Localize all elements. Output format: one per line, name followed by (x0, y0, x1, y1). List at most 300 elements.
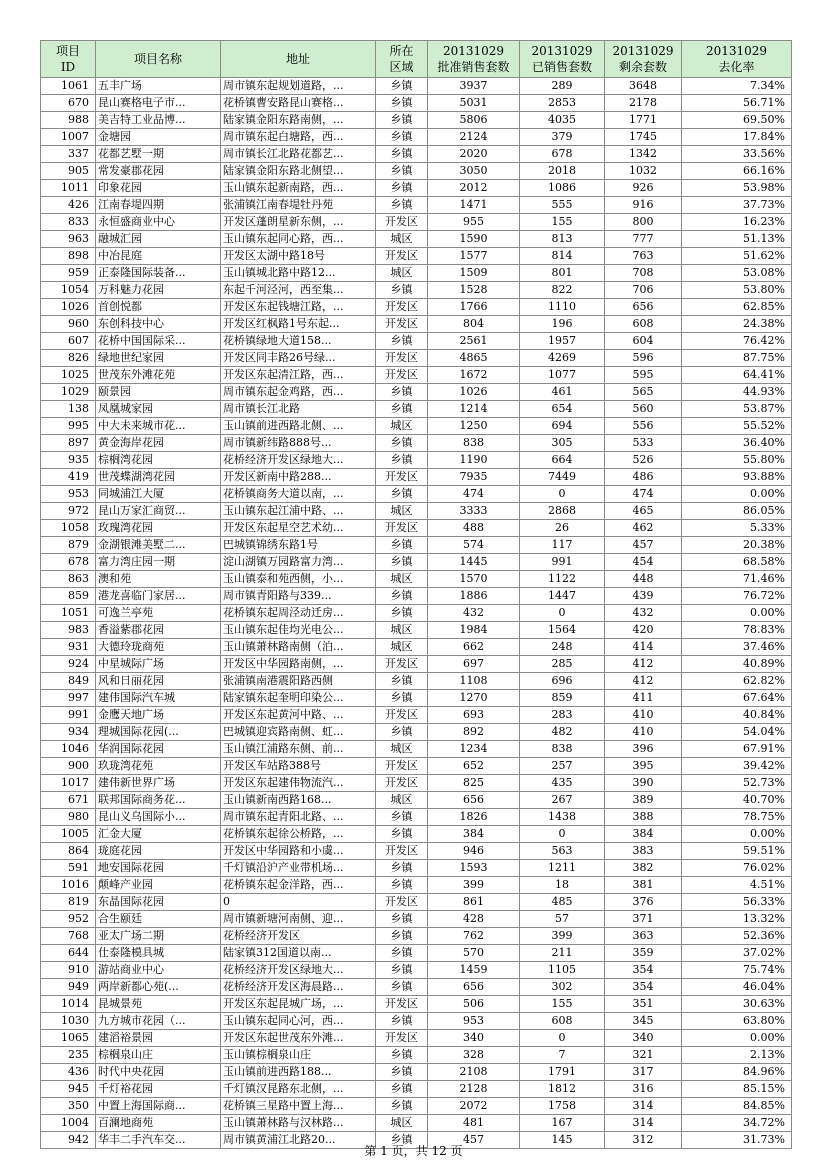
cell-address: 巴城镇锦绣东路1号 (221, 537, 376, 554)
table-row (41, 758, 792, 775)
cell-approved: 2020 (428, 146, 520, 163)
cell-rate: 52.73% (682, 775, 792, 792)
table-row (41, 656, 792, 673)
cell-id: 426 (41, 197, 96, 214)
cell-id: 997 (41, 690, 96, 707)
cell-id: 337 (41, 146, 96, 163)
header-remaining: 20131029 剩余套数 (605, 41, 682, 78)
cell-approved: 340 (428, 1030, 520, 1047)
table-row (41, 469, 792, 486)
cell-remaining: 388 (605, 809, 682, 826)
cell-approved: 1528 (428, 282, 520, 299)
cell-area: 开发区 (376, 316, 428, 333)
cell-area: 开发区 (376, 1030, 428, 1047)
cell-id: 859 (41, 588, 96, 605)
cell-address: 周市镇新塘河南侧、迎... (221, 911, 376, 928)
cell-address: 开发区红枫路1号东起... (221, 316, 376, 333)
cell-remaining: 354 (605, 962, 682, 979)
cell-area: 城区 (376, 418, 428, 435)
cell-area: 开发区 (376, 775, 428, 792)
cell-approved: 1108 (428, 673, 520, 690)
cell-remaining: 3648 (605, 78, 682, 95)
cell-name: 中星城际广场 (96, 656, 221, 673)
table-row (41, 248, 792, 265)
cell-rate: 55.52% (682, 418, 792, 435)
cell-remaining: 1342 (605, 146, 682, 163)
cell-approved: 1026 (428, 384, 520, 401)
cell-area: 乡镇 (376, 860, 428, 877)
cell-sold: 1791 (520, 1064, 605, 1081)
cell-sold: 155 (520, 214, 605, 231)
cell-rate: 56.71% (682, 95, 792, 112)
cell-sold: 859 (520, 690, 605, 707)
cell-address: 花桥镇东起徐公桥路，... (221, 826, 376, 843)
cell-address: 开发区东起清江路，西... (221, 367, 376, 384)
cell-name: 正泰隆国际装备... (96, 265, 221, 282)
cell-approved: 2108 (428, 1064, 520, 1081)
cell-approved: 1190 (428, 452, 520, 469)
cell-id: 991 (41, 707, 96, 724)
cell-area: 乡镇 (376, 180, 428, 197)
cell-remaining: 763 (605, 248, 682, 265)
cell-id: 898 (41, 248, 96, 265)
cell-rate: 40.89% (682, 656, 792, 673)
cell-sold: 461 (520, 384, 605, 401)
cell-remaining: 420 (605, 622, 682, 639)
cell-approved: 1270 (428, 690, 520, 707)
cell-name: 华润国际花园 (96, 741, 221, 758)
cell-remaining: 604 (605, 333, 682, 350)
cell-approved: 384 (428, 826, 520, 843)
cell-remaining: 363 (605, 928, 682, 945)
cell-id: 138 (41, 401, 96, 418)
table-row (41, 214, 792, 231)
cell-sold: 608 (520, 1013, 605, 1030)
cell-approved: 1766 (428, 299, 520, 316)
cell-name: 棕榈湾花园 (96, 452, 221, 469)
cell-area: 乡镇 (376, 673, 428, 690)
cell-rate: 7.34% (682, 78, 792, 95)
cell-name: 棕榈泉山庄 (96, 1047, 221, 1064)
cell-id: 910 (41, 962, 96, 979)
cell-sold: 1086 (520, 180, 605, 197)
cell-address: 玉山镇新南西路168... (221, 792, 376, 809)
cell-sold: 285 (520, 656, 605, 673)
table-row (41, 588, 792, 605)
cell-approved: 762 (428, 928, 520, 945)
cell-approved: 825 (428, 775, 520, 792)
cell-rate: 4.51% (682, 877, 792, 894)
cell-area: 城区 (376, 571, 428, 588)
cell-sold: 991 (520, 554, 605, 571)
table-row (41, 1064, 792, 1081)
cell-sold: 7 (520, 1047, 605, 1064)
cell-name: 昆城景苑 (96, 996, 221, 1013)
cell-rate: 62.82% (682, 673, 792, 690)
cell-area: 乡镇 (376, 1064, 428, 1081)
cell-area: 乡镇 (376, 962, 428, 979)
cell-sold: 257 (520, 758, 605, 775)
cell-name: 富力湾庄园一期 (96, 554, 221, 571)
cell-area: 开发区 (376, 367, 428, 384)
cell-approved: 457 (428, 1132, 520, 1149)
cell-name: 金鹰天地广场 (96, 707, 221, 724)
cell-sold: 289 (520, 78, 605, 95)
cell-rate: 68.58% (682, 554, 792, 571)
cell-name: 东晶国际花园 (96, 894, 221, 911)
cell-sold: 211 (520, 945, 605, 962)
cell-approved: 432 (428, 605, 520, 622)
cell-address: 玉山镇萧林路与汉林路... (221, 1115, 376, 1132)
cell-rate: 34.72% (682, 1115, 792, 1132)
cell-sold: 379 (520, 129, 605, 146)
cell-id: 350 (41, 1098, 96, 1115)
cell-approved: 1672 (428, 367, 520, 384)
table-row (41, 1098, 792, 1115)
cell-remaining: 556 (605, 418, 682, 435)
cell-rate: 76.02% (682, 860, 792, 877)
cell-sold: 1812 (520, 1081, 605, 1098)
cell-name: 常发豪郡花园 (96, 163, 221, 180)
cell-address: 玉山镇棕榈泉山庄 (221, 1047, 376, 1064)
table-row (41, 112, 792, 129)
cell-name: 昆山赛格电子市... (96, 95, 221, 112)
table-row (41, 707, 792, 724)
cell-area: 乡镇 (376, 979, 428, 996)
cell-area: 乡镇 (376, 928, 428, 945)
cell-rate: 0.00% (682, 826, 792, 843)
table-row (41, 996, 792, 1013)
cell-id: 995 (41, 418, 96, 435)
cell-sold: 485 (520, 894, 605, 911)
cell-area: 乡镇 (376, 146, 428, 163)
table-row (41, 418, 792, 435)
cell-area: 乡镇 (376, 333, 428, 350)
cell-approved: 2124 (428, 129, 520, 146)
cell-id: 1004 (41, 1115, 96, 1132)
cell-id: 1026 (41, 299, 96, 316)
cell-address: 玉山镇前进西路北侧、... (221, 418, 376, 435)
cell-name: 千灯裕花园 (96, 1081, 221, 1098)
cell-id: 644 (41, 945, 96, 962)
cell-area: 乡镇 (376, 690, 428, 707)
cell-rate: 2.13% (682, 1047, 792, 1064)
cell-sold: 26 (520, 520, 605, 537)
cell-name: 黄金海岸花园 (96, 435, 221, 452)
cell-area: 乡镇 (376, 554, 428, 571)
cell-area: 乡镇 (376, 945, 428, 962)
cell-id: 833 (41, 214, 96, 231)
cell-rate: 17.84% (682, 129, 792, 146)
cell-name: 玫瑰湾花园 (96, 520, 221, 537)
cell-rate: 51.13% (682, 231, 792, 248)
table-row (41, 265, 792, 282)
cell-id: 945 (41, 1081, 96, 1098)
table-row (41, 622, 792, 639)
cell-rate: 0.00% (682, 1030, 792, 1047)
cell-approved: 4865 (428, 350, 520, 367)
cell-id: 678 (41, 554, 96, 571)
cell-remaining: 486 (605, 469, 682, 486)
cell-approved: 1471 (428, 197, 520, 214)
cell-sold: 664 (520, 452, 605, 469)
cell-sold: 678 (520, 146, 605, 163)
cell-id: 953 (41, 486, 96, 503)
cell-area: 乡镇 (376, 1013, 428, 1030)
cell-sold: 1447 (520, 588, 605, 605)
cell-approved: 697 (428, 656, 520, 673)
cell-address: 花桥经济开发区 (221, 928, 376, 945)
cell-approved: 3333 (428, 503, 520, 520)
cell-name: 风和日丽花园 (96, 673, 221, 690)
cell-approved: 1445 (428, 554, 520, 571)
cell-id: 1017 (41, 775, 96, 792)
table-row (41, 316, 792, 333)
cell-address: 周市镇青阳路与339... (221, 588, 376, 605)
cell-address: 陆家镇金阳东路南侧，... (221, 112, 376, 129)
table-row (41, 843, 792, 860)
cell-rate: 31.73% (682, 1132, 792, 1149)
cell-sold: 155 (520, 996, 605, 1013)
cell-address: 花桥经济开发区海晨路... (221, 979, 376, 996)
cell-sold: 696 (520, 673, 605, 690)
cell-approved: 3050 (428, 163, 520, 180)
cell-address: 千灯镇汉昆路东北侧，... (221, 1081, 376, 1098)
cell-approved: 481 (428, 1115, 520, 1132)
cell-rate: 37.73% (682, 197, 792, 214)
cell-name: 万科魅力花园 (96, 282, 221, 299)
cell-remaining: 800 (605, 214, 682, 231)
cell-id: 1058 (41, 520, 96, 537)
table-row (41, 231, 792, 248)
cell-address: 开发区新南中路288... (221, 469, 376, 486)
table-row (41, 792, 792, 809)
cell-address: 花桥镇绿地大道158... (221, 333, 376, 350)
cell-address: 花桥经济开发区绿地大... (221, 962, 376, 979)
table-row (41, 503, 792, 520)
cell-sold: 482 (520, 724, 605, 741)
cell-rate: 30.63% (682, 996, 792, 1013)
cell-area: 城区 (376, 503, 428, 520)
cell-approved: 506 (428, 996, 520, 1013)
cell-area: 城区 (376, 265, 428, 282)
cell-rate: 67.64% (682, 690, 792, 707)
cell-remaining: 414 (605, 639, 682, 656)
cell-remaining: 410 (605, 707, 682, 724)
cell-sold: 1077 (520, 367, 605, 384)
table-row (41, 1081, 792, 1098)
cell-address: 周市镇长江北路 (221, 401, 376, 418)
cell-rate: 53.87% (682, 401, 792, 418)
cell-approved: 652 (428, 758, 520, 775)
cell-remaining: 777 (605, 231, 682, 248)
cell-rate: 62.85% (682, 299, 792, 316)
cell-id: 931 (41, 639, 96, 656)
cell-name: 九方城市花园（... (96, 1013, 221, 1030)
cell-sold: 305 (520, 435, 605, 452)
cell-area: 城区 (376, 231, 428, 248)
cell-name: 地安国际花园 (96, 860, 221, 877)
cell-remaining: 1771 (605, 112, 682, 129)
cell-rate: 78.75% (682, 809, 792, 826)
table-row (41, 826, 792, 843)
cell-sold: 248 (520, 639, 605, 656)
cell-area: 开发区 (376, 299, 428, 316)
cell-address: 东起千河泾河，西至集... (221, 282, 376, 299)
cell-rate: 0.00% (682, 605, 792, 622)
cell-address: 玉山镇江浦路东侧、前... (221, 741, 376, 758)
cell-name: 可逸兰亭苑 (96, 605, 221, 622)
cell-rate: 46.04% (682, 979, 792, 996)
cell-area: 乡镇 (376, 588, 428, 605)
cell-rate: 16.23% (682, 214, 792, 231)
cell-name: 中大未来城市花... (96, 418, 221, 435)
cell-address: 0 (221, 894, 376, 911)
cell-area: 乡镇 (376, 1098, 428, 1115)
cell-name: 珑庭花园 (96, 843, 221, 860)
cell-sold: 563 (520, 843, 605, 860)
cell-remaining: 533 (605, 435, 682, 452)
cell-remaining: 359 (605, 945, 682, 962)
cell-area: 乡镇 (376, 724, 428, 741)
cell-approved: 1509 (428, 265, 520, 282)
cell-remaining: 2178 (605, 95, 682, 112)
cell-remaining: 706 (605, 282, 682, 299)
cell-rate: 78.83% (682, 622, 792, 639)
cell-rate: 53.80% (682, 282, 792, 299)
cell-address: 周市镇东起规划道路，... (221, 78, 376, 95)
cell-name: 香溢紫郡花园 (96, 622, 221, 639)
cell-approved: 861 (428, 894, 520, 911)
cell-remaining: 457 (605, 537, 682, 554)
cell-name: 亚太广场二期 (96, 928, 221, 945)
cell-approved: 1250 (428, 418, 520, 435)
cell-address: 玉山镇东起佳均光电公... (221, 622, 376, 639)
cell-rate: 5.33% (682, 520, 792, 537)
cell-id: 879 (41, 537, 96, 554)
cell-sold: 2018 (520, 163, 605, 180)
table-row (41, 775, 792, 792)
cell-remaining: 595 (605, 367, 682, 384)
cell-sold: 1758 (520, 1098, 605, 1115)
cell-rate: 33.56% (682, 146, 792, 163)
cell-area: 开发区 (376, 248, 428, 265)
cell-rate: 0.00% (682, 486, 792, 503)
cell-sold: 267 (520, 792, 605, 809)
table-row (41, 401, 792, 418)
table-row (41, 520, 792, 537)
cell-area: 乡镇 (376, 809, 428, 826)
cell-remaining: 382 (605, 860, 682, 877)
cell-rate: 37.02% (682, 945, 792, 962)
table-row (41, 146, 792, 163)
cell-id: 905 (41, 163, 96, 180)
cell-name: 世茂蝶湖湾花园 (96, 469, 221, 486)
cell-remaining: 345 (605, 1013, 682, 1030)
cell-name: 华丰二手汽车交... (96, 1132, 221, 1149)
cell-id: 864 (41, 843, 96, 860)
cell-sold: 801 (520, 265, 605, 282)
cell-name: 玖珑湾花苑 (96, 758, 221, 775)
cell-approved: 1984 (428, 622, 520, 639)
cell-sold: 838 (520, 741, 605, 758)
cell-id: 1005 (41, 826, 96, 843)
cell-rate: 44.93% (682, 384, 792, 401)
cell-remaining: 321 (605, 1047, 682, 1064)
cell-name: 绿地世纪家园 (96, 350, 221, 367)
cell-address: 开发区蓬朗星新东侧，... (221, 214, 376, 231)
cell-approved: 570 (428, 945, 520, 962)
cell-approved: 662 (428, 639, 520, 656)
cell-name: 游站商业中心 (96, 962, 221, 979)
table-row (41, 605, 792, 622)
cell-remaining: 411 (605, 690, 682, 707)
cell-remaining: 312 (605, 1132, 682, 1149)
cell-rate: 52.36% (682, 928, 792, 945)
cell-area: 开发区 (376, 758, 428, 775)
cell-address: 花桥镇东起周泾动迁房... (221, 605, 376, 622)
cell-name: 建滔裕景园 (96, 1030, 221, 1047)
cell-name: 合生颐廷 (96, 911, 221, 928)
cell-rate: 76.72% (682, 588, 792, 605)
cell-id: 900 (41, 758, 96, 775)
cell-area: 乡镇 (376, 129, 428, 146)
cell-approved: 574 (428, 537, 520, 554)
cell-area: 乡镇 (376, 95, 428, 112)
cell-id: 670 (41, 95, 96, 112)
cell-address: 玉山镇前进西路188... (221, 1064, 376, 1081)
cell-name: 首创悦都 (96, 299, 221, 316)
cell-rate: 85.15% (682, 1081, 792, 1098)
cell-area: 城区 (376, 1115, 428, 1132)
cell-rate: 39.42% (682, 758, 792, 775)
cell-id: 768 (41, 928, 96, 945)
cell-address: 开发区中华园路南侧，... (221, 656, 376, 673)
cell-remaining: 1032 (605, 163, 682, 180)
cell-approved: 693 (428, 707, 520, 724)
cell-address: 开发区中华园路和小虞... (221, 843, 376, 860)
cell-remaining: 916 (605, 197, 682, 214)
cell-sold: 4035 (520, 112, 605, 129)
table-row (41, 639, 792, 656)
table-row (41, 180, 792, 197)
table-row (41, 911, 792, 928)
cell-sold: 1957 (520, 333, 605, 350)
cell-rate: 55.80% (682, 452, 792, 469)
cell-name: 澳和苑 (96, 571, 221, 588)
cell-name: 同城浦江大厦 (96, 486, 221, 503)
cell-address: 玉山镇萧林路南侧（泊... (221, 639, 376, 656)
cell-approved: 488 (428, 520, 520, 537)
cell-remaining: 354 (605, 979, 682, 996)
cell-sold: 57 (520, 911, 605, 928)
cell-remaining: 448 (605, 571, 682, 588)
cell-sold: 302 (520, 979, 605, 996)
cell-address: 陆家镇312国道以南... (221, 945, 376, 962)
cell-address: 开发区东起世茂东外滩... (221, 1030, 376, 1047)
cell-name: 金塘园 (96, 129, 221, 146)
cell-rate: 54.04% (682, 724, 792, 741)
header-name: 项目名称 (96, 41, 221, 78)
table-row (41, 945, 792, 962)
cell-address: 开发区车站路388号 (221, 758, 376, 775)
cell-remaining: 376 (605, 894, 682, 911)
cell-address: 淀山湖镇万园路富力湾... (221, 554, 376, 571)
cell-area: 乡镇 (376, 486, 428, 503)
cell-id: 671 (41, 792, 96, 809)
cell-sold: 1110 (520, 299, 605, 316)
cell-id: 863 (41, 571, 96, 588)
